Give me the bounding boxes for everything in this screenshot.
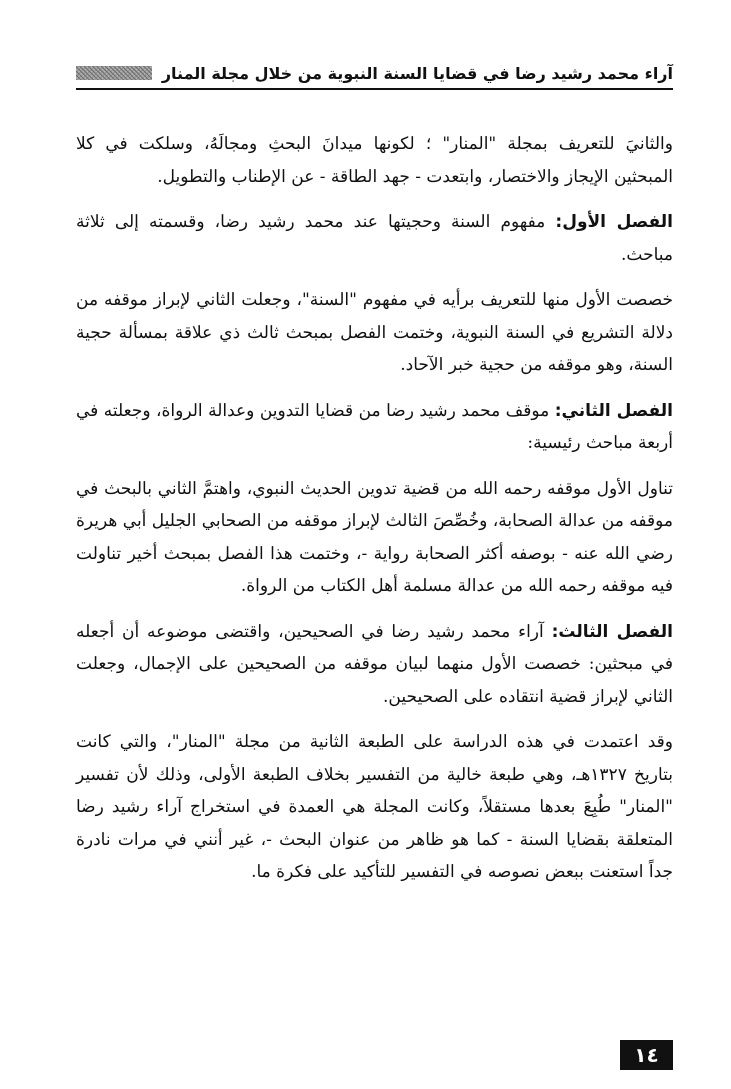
header-decorative-band [76, 66, 152, 80]
body-text [76, 128, 673, 902]
paragraph-sources [76, 726, 673, 889]
paragraph-text: والثانيَ للتعريف بمجلة "المنار" ؛ لكونها ميدانَ البحثِ ومجالَهُ، وسلكت في كلا المبحثين الإيجاز والاختصار، وابتعدت - جهد الطاقة - عن الإطناب والتطويل. [76, 134, 673, 187]
paragraph-overview [76, 128, 673, 193]
paragraph-chapter-two [76, 395, 673, 460]
paragraph-text: مفهوم السنة وحجيتها عند محمد رشيد رضا، وقسمته إلى ثلاثة مباحث. [76, 212, 673, 265]
running-header-title: آراء محمد رشيد رضا في قضايا السنة النبوية من خلال مجلة المنار [161, 63, 673, 83]
page-number [620, 1040, 673, 1070]
paragraph-text: خصصت الأول منها للتعريف برأيه في مفهوم "السنة"، وجعلت الثاني لإبراز موقفه من دلالة التشريع في السنة النبوية، وختمت الفصل بمبحث ثالث ذي علاقة بمسألة حجية السنة، وهو موقفه من حجية خبر الآحاد. [76, 290, 673, 375]
paragraph-text: موقف محمد رشيد رضا من قضايا التدوين وعدالة الرواة، وجعلته في أربعة مباحث رئيسية: [76, 400, 673, 453]
paragraph-text: آراء محمد رشيد رضا في الصحيحين، واقتضى موضوعه أن أجعله في مبحثين: خصصت الأول منهما لبيان موقفه من الصحيحين على الإجمال، وجعلت الثاني لإبراز قضية انتقاده على الصحيحين. [76, 621, 673, 707]
page-number-text: ١٤ [634, 1043, 659, 1067]
paragraph-chapter-three [76, 616, 673, 714]
paragraph-text: تناول الأول موقفه رحمه الله من قضية تدوين الحديث النبوي، واهتمَّ الثاني بالبحث في موقفه من عدالة الصحابة، وخُصِّصَ الثالث لإبراز موقفه من الصحابي الجليل أبي هريرة رضي الله عنه - بوصفه أكثر الصحابة رواية -، وختمت هذا الفصل بمبحث أخير تناولت فيه موقفه رحمه الله من عدالة مسلمة أهل الكتاب من الرواة. [76, 478, 673, 596]
paragraph-chapter-two-detail [76, 473, 673, 603]
running-header [76, 60, 673, 86]
paragraph-chapter-one-detail [76, 284, 673, 382]
paragraph-text: وقد اعتمدت في هذه الدراسة على الطبعة الثانية من مجلة "المنار"، والتي كانت بتاريخ ١٣٢٧هـ، وهي طبعة خالية من التفسير بخلاف الطبعة الأولى، وذلك لأن تفسير "المنار" طُبِعَ بعدها مستقلاً، وكانت المجلة هي العمدة في استخراج آراء رشيد رضا المتعلقة بقضايا السنة - كما هو ظاهر من عنوان البحث -، غير أنني في مرات نادرة جداً استعنت ببعض نصوصه في التفسير للتأكيد على فكرة ما. [76, 732, 673, 882]
chapter-heading: الفصل الثالث: [551, 621, 673, 642]
chapter-heading: الفصل الأول: [555, 212, 673, 232]
paragraph-chapter-one [76, 206, 673, 271]
header-divider [76, 88, 673, 90]
chapter-heading: الفصل الثاني: [554, 400, 673, 421]
